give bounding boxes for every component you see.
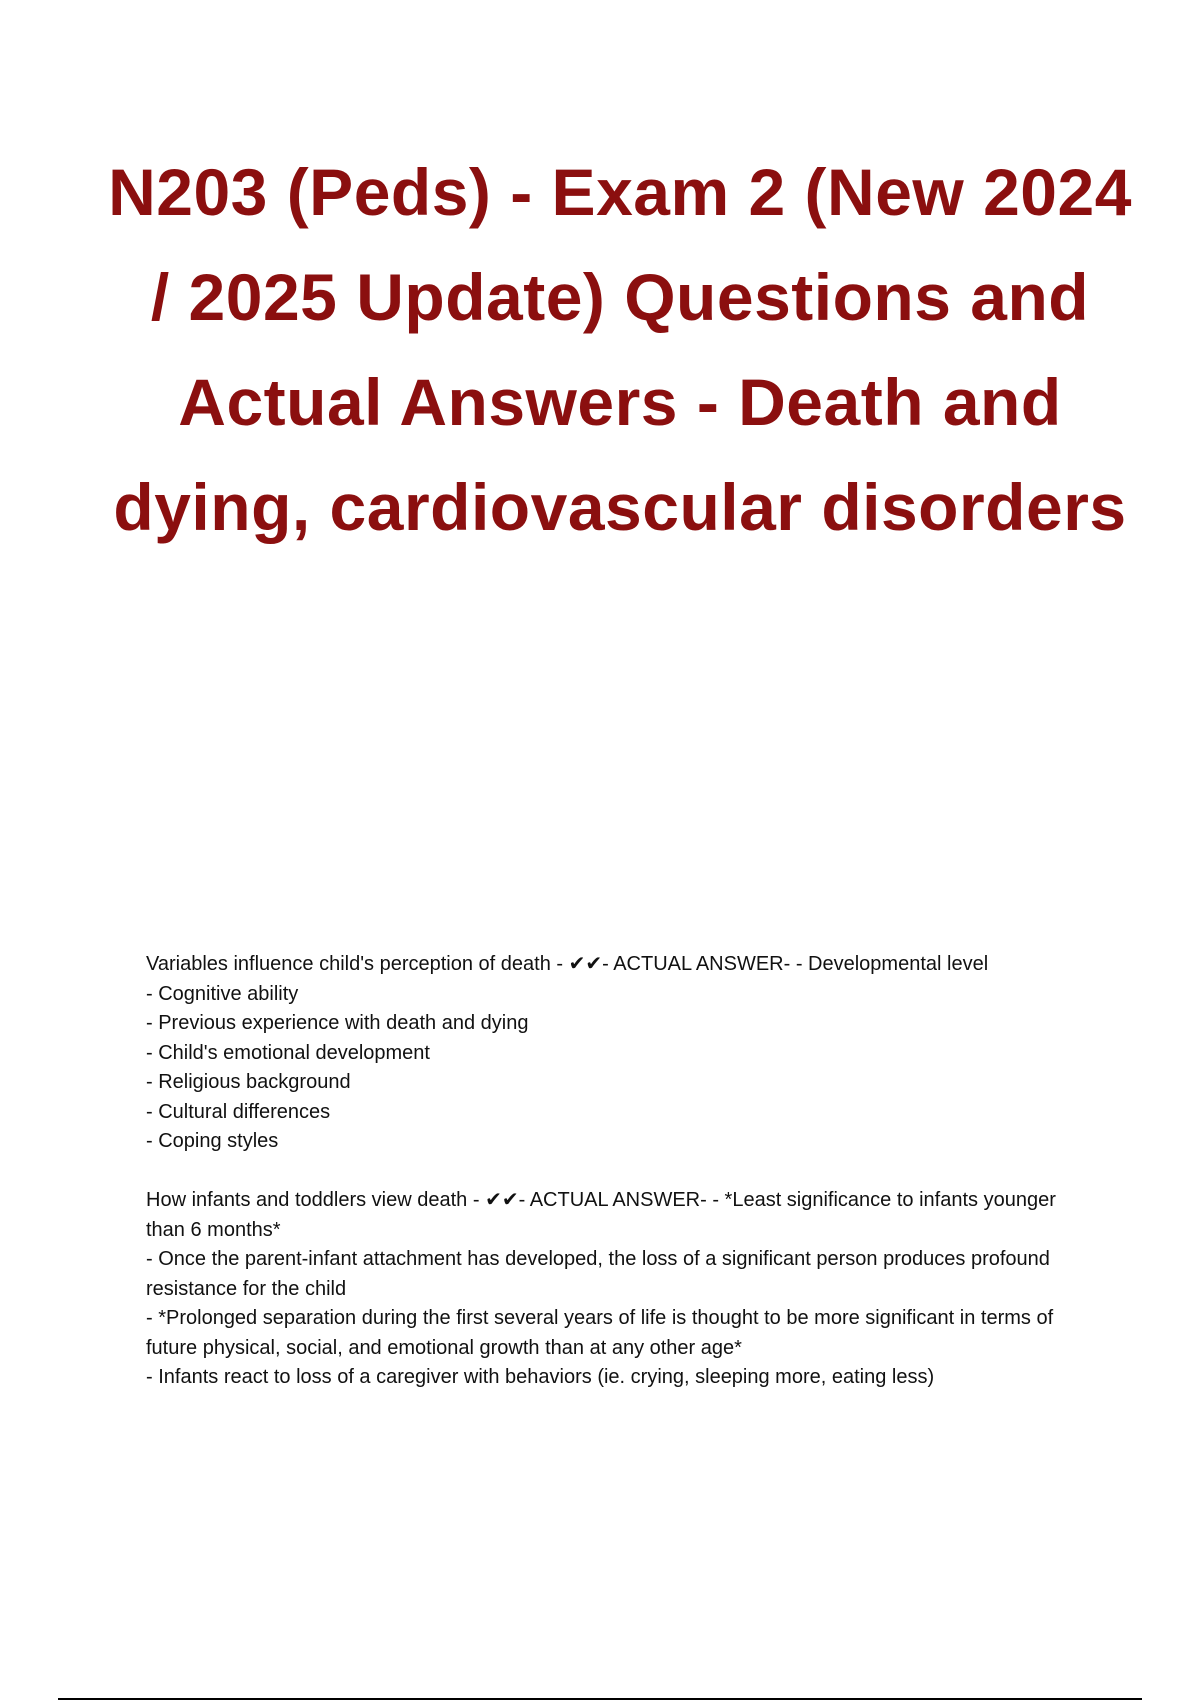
qa-question-line: How infants and toddlers view death - ✔✔- ACTUAL ANSWER- - *Least significance to infants younger than 6 months* <box>146 1189 1056 1241</box>
qa-entry-infants-toddlers-view-death <box>146 1186 1096 1393</box>
document-title: N203 (Peds) - Exam 2 (New 2024 / 2025 Update) Questions and Actual Answers - Death and dying, cardiovascular disorders <box>108 155 1132 544</box>
qa-answer-line: - Child's emotional development <box>146 1041 430 1064</box>
qa-question-line: Variables influence child's perception of death - ✔✔- ACTUAL ANSWER- - Developmental level <box>146 953 989 975</box>
qa-answer-line: - *Prolonged separation during the first several years of life is thought to be more significant in terms of future physical, social, and emotional growth than at any other age* <box>146 1307 1054 1359</box>
qa-answer-line: - Cultural differences <box>146 1100 331 1123</box>
qa-answer-line: - Once the parent-infant attachment has developed, the loss of a significant person produces profound resistance for the child <box>146 1248 1050 1300</box>
qa-answer-line: - Cognitive ability <box>146 982 299 1005</box>
document-body <box>146 950 1096 1422</box>
qa-answer-line: - Religious background <box>146 1071 351 1093</box>
qa-answer-line: - Previous experience with death and dying <box>146 1012 529 1034</box>
qa-entry-perception-of-death <box>146 950 1096 1157</box>
qa-answer-line: - Coping styles <box>146 1130 279 1152</box>
qa-answer-line: - Infants react to loss of a caregiver with behaviors (ie. crying, sleeping more, eating less) <box>146 1366 935 1388</box>
